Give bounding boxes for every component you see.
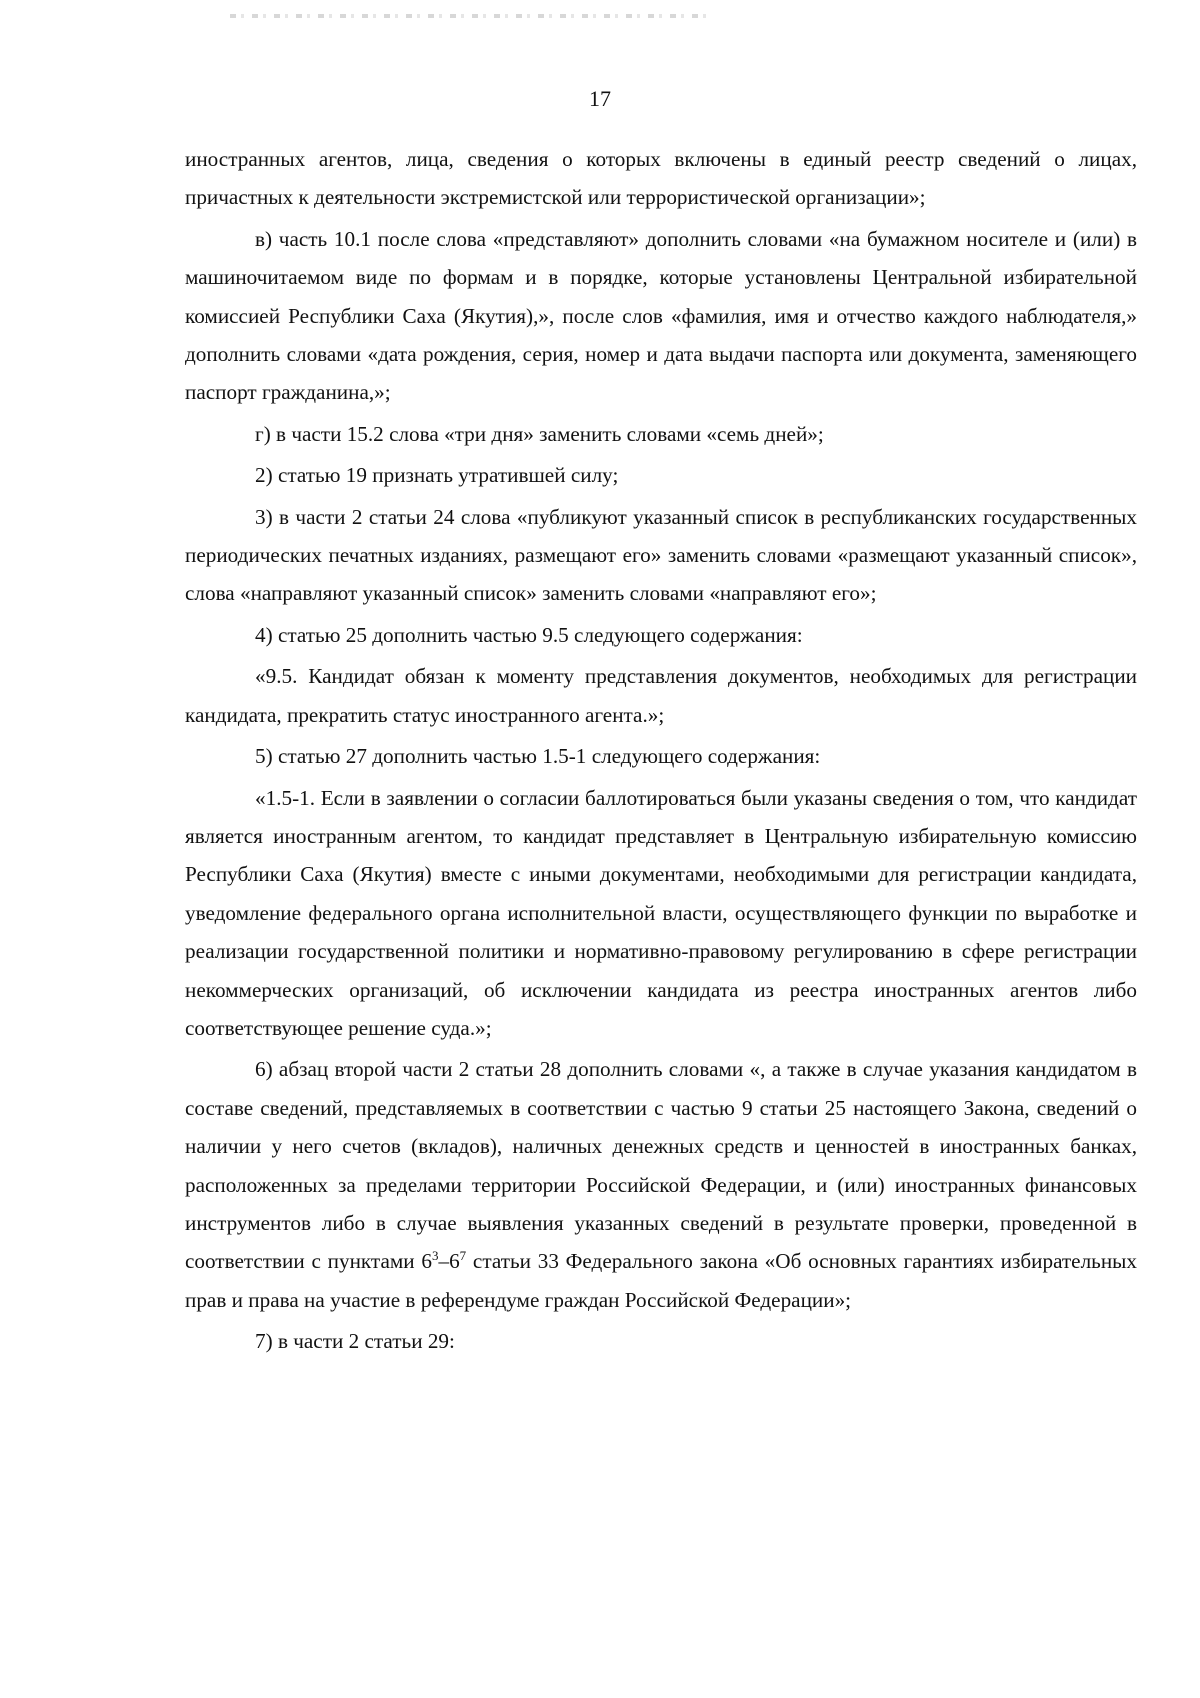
paragraph-continuation: иностранных агентов, лица, сведения о которых включены в единый реестр сведений о лицах, причастных к деятельности экстремистской или террористической организации»; (185, 147, 1137, 210)
superscript-7: 7 (459, 1248, 467, 1264)
range-dash: –6 (438, 1249, 460, 1274)
paragraph-item-g: г) в части 15.2 слова «три дня» заменить словами «семь дней»; (255, 421, 824, 446)
paragraph-item-3: 3) в части 2 статьи 24 слова «публикуют указанный список в республиканских государственных периодических печатных изданиях, размещают его» заменить словами «размещают указанный список», слова «направляют указанный список» заменить словами «направляют его»; (185, 504, 1137, 606)
paragraph-item-4: 4) статью 25 дополнить частью 9.5 следующего содержания: (255, 622, 803, 647)
paragraph-quote-9-5: «9.5. Кандидат обязан к моменту представления документов, необходимых для регистрации кандидата, прекратить статус иностранного агента.»; (185, 664, 1137, 727)
superscript-3: 3 (431, 1248, 439, 1264)
paragraph-item-6-text: 6) абзац второй части 2 статьи 28 дополнить словами «, а также в случае указания кандидатом в составе сведений, представляемых в соответствии с частью 9 статьи 25 настоящего Закона, сведений о наличии у него счетов (вкладов), наличных денежных средств и ценностей в иностранных банках, расположенных за пределами территории Российской Федерации, и (или) иностранных финансовых инструментов либо в случае выявления указанных сведений в результате проверки, проведенной в соответствии с пунктами 6 (185, 1057, 1137, 1274)
paragraph-item-v: в) часть 10.1 после слова «представляют» дополнить словами «на бумажном носителе и (или) в машиночитаемом виде по формам и в порядке, которые установлены Центральной избирательной комиссией Республики Саха (Якутия),», после слов «фамилия, имя и отчество каждого наблюдателя,» дополнить словами «дата рождения, серия, номер и дата выдачи паспорта или документа, заменяющего паспорт гражданина,»; (185, 226, 1137, 405)
paragraph-item-6 (185, 1050, 1137, 1319)
paragraph-item-2: 2) статью 19 признать утратившей силу; (255, 463, 619, 488)
paragraph-item-7: 7) в части 2 статьи 29: (255, 1329, 455, 1354)
document-body (185, 140, 1137, 1361)
scan-edge-marks (230, 14, 710, 18)
page-number: 17 (589, 86, 611, 111)
paragraph-item-6-tail: статьи 33 Федерального закона «Об основных гарантиях избирательных прав и права на участие в референдуме граждан Российской Федерации»; (185, 1249, 1137, 1312)
paragraph-item-5: 5) статью 27 дополнить частью 1.5-1 следующего содержания: (255, 744, 821, 769)
paragraph-quote-1-5-1: «1.5-1. Если в заявлении о согласии баллотироваться были указаны сведения о том, что кандидат является иностранным агентом, то кандидат представляет в Центральную избирательную комиссию Республики Саха (Якутия) вместе с иными документами, необходимыми для регистрации кандидата, уведомление федерального органа исполнительной власти, осуществляющего функции по выработке и реализации государственной политики и нормативно-правовому регулированию в сфере регистрации некоммерческих организаций, об исключении кандидата из реестра иностранных агентов либо соответствующее решение суда.»; (185, 785, 1137, 1040)
